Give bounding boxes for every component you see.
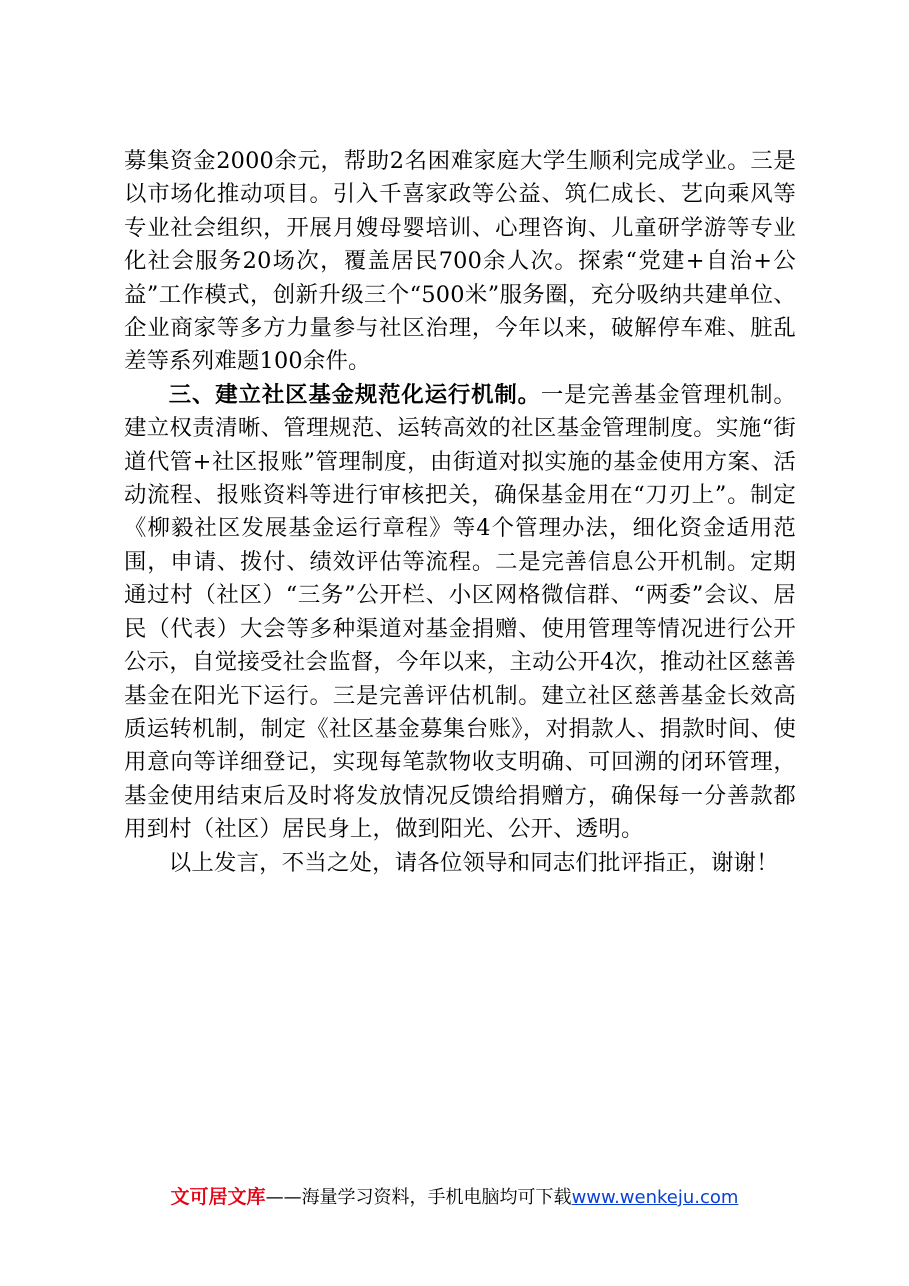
- paragraph-text: 募集资金2000余元，帮助2名困难家庭大学生顺利完成学业。三是以市场化推动项目。引入千喜家政等公益、筑仁成长、艺向乘风等专业社会组织，开展月嫂母婴培训、心理咨询、儿童研学游等专业化社会服务20场次，覆盖居民700余人次。探索“党建+自治+公益”工作模式，创新升级三个“500米”服务圈，充分吸纳共建单位、企业商家等多方力量参与社区治理，今年以来，破解停车难、脏乱差等系列难题100余件。: [124, 148, 796, 375]
- paragraph-section-three: [124, 379, 796, 847]
- paragraph-text: 以上发言，不当之处，请各位领导和同志们批评指正，谢谢！: [168, 849, 779, 876]
- footer-brand: 文可居文库: [170, 1186, 266, 1208]
- page-footer: [0, 1184, 909, 1211]
- document-body: [124, 145, 796, 880]
- paragraph-continuation: [124, 145, 796, 379]
- paragraph-closing: [124, 847, 796, 880]
- paragraph-text: 一是完善基金管理机制。建立权责清晰、管理规范、运转高效的社区基金管理制度。实施“街道代管+社区报账”管理制度，由街道对拟实施的基金使用方案、活动流程、报账资料等进行审核把关，确保基金用在“刀刃上”。制定《柳毅社区发展基金运行章程》等4个管理办法，细化资金适用范围，申请、拨付、绩效评估等流程。二是完善信息公开机制。定期通过村（社区）“三务”公开栏、小区网格微信群、“两委”会议、居民（代表）大会等多种渠道对基金捐赠、使用管理等情况进行公开公示，自觉接受社会监督，今年以来，主动公开4次，推动社区慈善基金在阳光下运行。三是完善评估机制。建立社区慈善基金长效高质运转机制，制定《社区基金募集台账》，对捐款人、捐款时间、使用意向等详细登记，实现每笔款物收支明确、可回溯的闭环管理，基金使用结束后及时将发放情况反馈给捐赠方，确保每一分善款都用到村（社区）居民身上，做到阳光、公开、透明。: [124, 381, 797, 843]
- footer-website-link[interactable]: www.wenkeju.com: [571, 1187, 739, 1208]
- section-heading: 三、建立社区基金规范化运行机制。: [168, 381, 541, 408]
- footer-tagline: ——海量学习资料，手机电脑均可下载: [265, 1187, 572, 1208]
